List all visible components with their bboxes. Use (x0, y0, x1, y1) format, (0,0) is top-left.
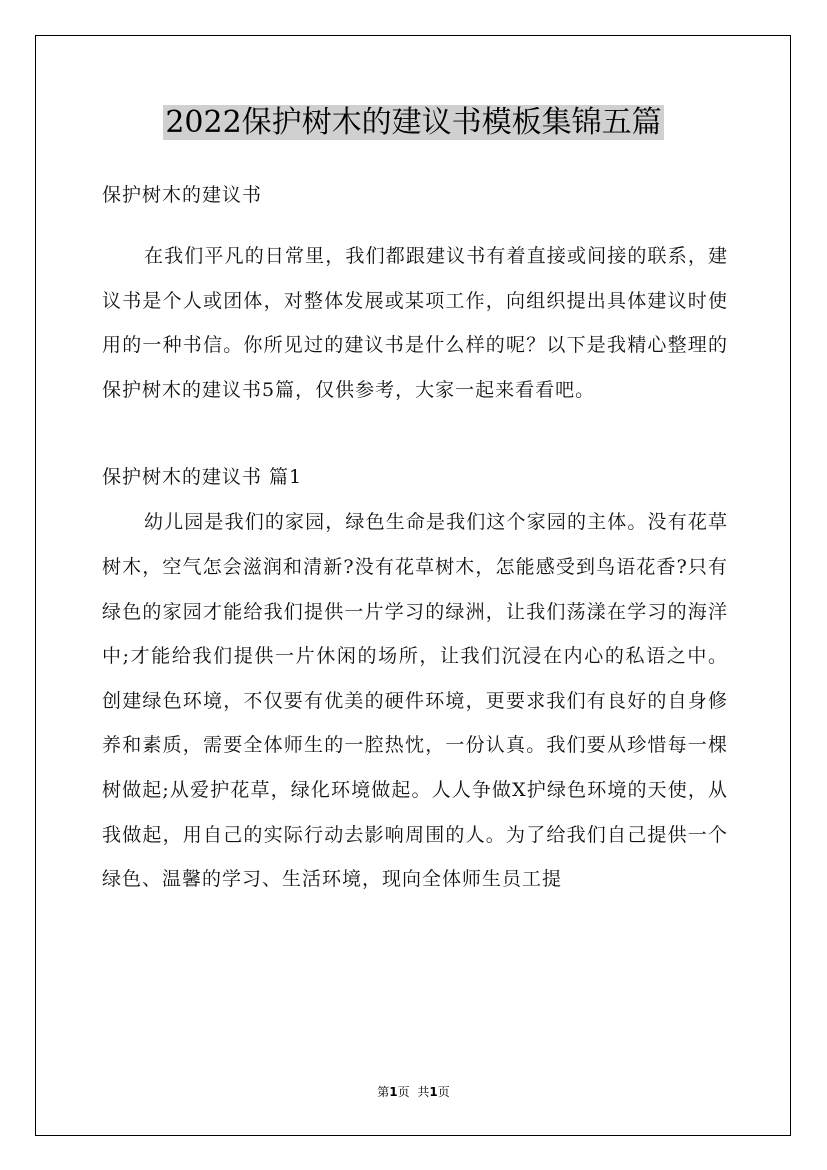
section1-paragraph: 幼儿园是我们的家园，绿色生命是我们这个家园的主体。没有花草树木，空气怎会滋润和清新?没有花草树木，怎能感受到鸟语花香?只有绿色的家园才能给我们提供一片学习的绿洲，让我们荡漾在学习的海洋中;才能给我们提供一片休闲的场所，让我们沉浸在内心的私语之中。创建绿色环境，不仅要有优美的硬件环境，更要求我们有良好的自身修养和素质，需要全体师生的一腔热忱，一份认真。我们要从珍惜每一棵树做起;从爱护花草，绿化环境做起。人人争做X护绿色环境的天使，从我做起，用自己的实际行动去影响周围的人。为了给我们自己提供一个绿色、温馨的学习、生活环境，现向全体师生员工提 (102, 511, 728, 891)
document-title (0, 103, 827, 143)
page-suffix: 页 (397, 1085, 410, 1099)
page-footer (0, 1083, 827, 1100)
total-prefix: 共 (417, 1085, 430, 1099)
page-prefix: 第 (377, 1085, 390, 1099)
page-number: 1 (389, 1085, 398, 1099)
intro-paragraph: 在我们平凡的日常里，我们都跟建议书有着直接或间接的联系，建议书是个人或团体，对整体发展或某项工作，向组织提出具体建议时使用的一种书信。你所见过的建议书是什么样的呢？以下是我精心整理的保护树木的建议书5篇，仅供参考，大家一起来看看吧。 (102, 245, 728, 401)
total-number: 1 (429, 1085, 438, 1099)
document-body (102, 180, 728, 902)
total-suffix: 页 (437, 1085, 450, 1099)
document-title-text: 2022保护树木的建议书模板集锦五篇 (165, 105, 662, 140)
intro-heading: 保护树木的建议书 (102, 184, 263, 206)
section1-heading: 保护树木的建议书 篇1 (102, 466, 303, 489)
